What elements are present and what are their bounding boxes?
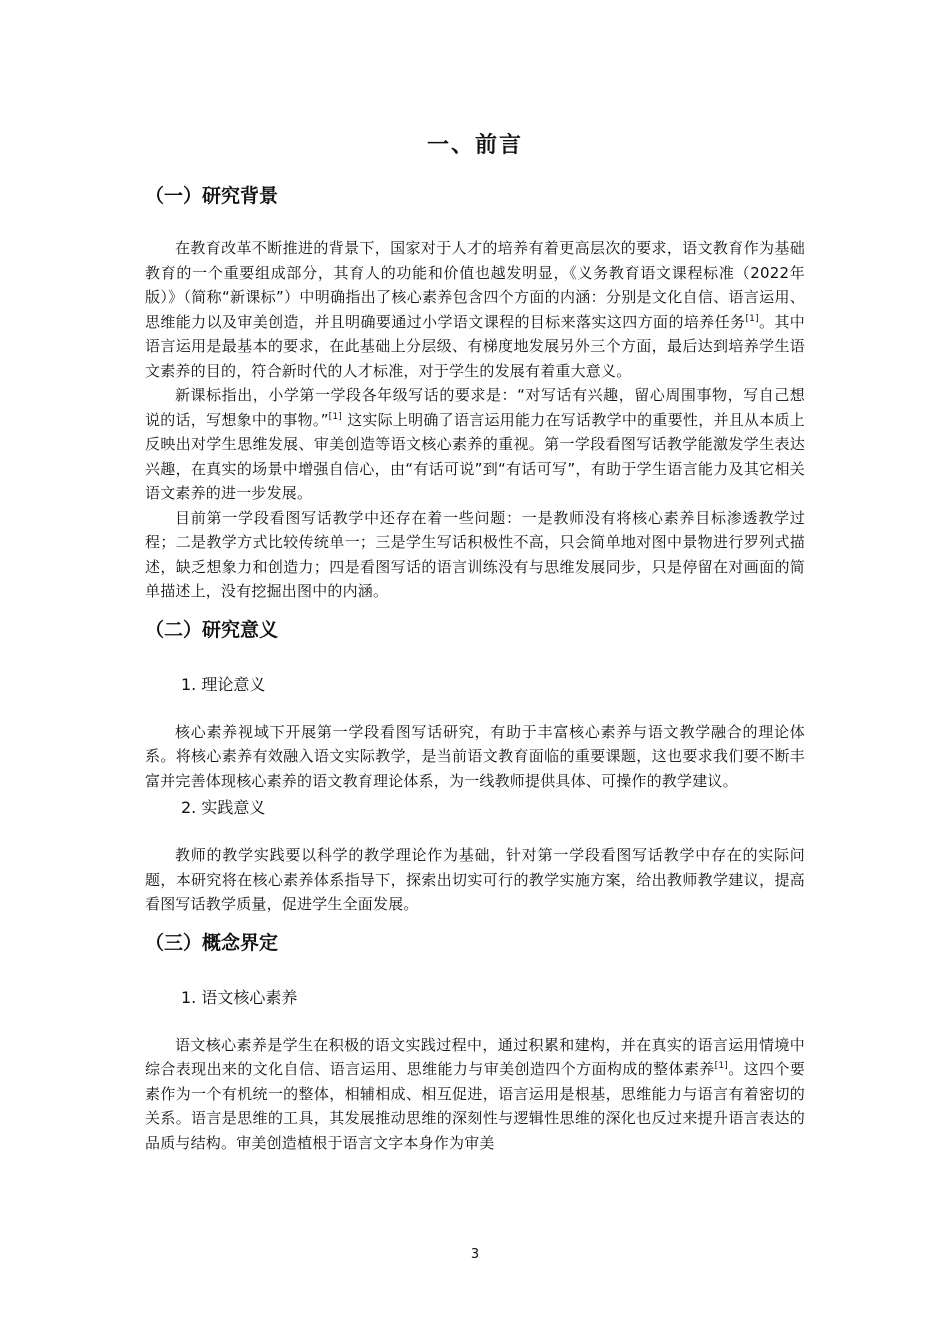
paragraph-background-1 xyxy=(145,236,805,383)
paragraph-text: 在教育改革不断推进的背景下，国家对于人才的培养有着更高层次的要求，语文教育作为基础教育的一个重要组成部分，其育人的功能和价值也越发明显，《义务教育语文课程标准（2022年版）》（简称“新课标”）中明确指出了核心素养包含四个方面的内涵：分别是文化自信、语言运用、思维能力以及审美创造，并且明确要通过小学语文课程的目标来落实这四方面的培养任务 xyxy=(145,239,805,331)
paragraph-text: 新课标指出，小学第一学段各年级写话的要求是：“对写话有兴趣，留心周围事物，写自己想说的话，写想象中的事物。” xyxy=(145,386,805,429)
paragraph-background-3: 目前第一学段看图写话教学中还存在着一些问题：一是教师没有将核心素养目标渗透教学过程；二是教学方式比较传统单一；三是学生写话积极性不高，只会简单地对图中景物进行罗列式描述，缺乏想象力和创造力；四是看图写话的语言训练没有与思维发展同步，只是停留在对画面的简单描述上，没有挖掘出图中的内涵。 xyxy=(145,508,805,600)
paragraph-text: 这实际上明确了语言运用能力在写话教学中的重要性，并且从本质上反映出对学生思维发展、审美创造等语文核心素养的重视。第一学段看图写话教学能激发学生表达兴趣，在真实的场景中增强自信心，由“有话可说”到“有话可写”，有助于学生语言能力及其它相关语文素养的进一步发展。 xyxy=(145,410,805,502)
paragraph-text: 语文核心素养是学生在积极的语文实践过程中，通过积累和建构，并在真实的语言运用情境中综合表现出来的文化自信、语言运用、思维能力与审美创造四个方面构成的整体素养 xyxy=(145,1035,805,1078)
subsection-title-practice: 2. 实践意义 xyxy=(181,798,266,817)
section-title-research-background: （一）研究背景 xyxy=(145,185,279,207)
chapter-title: 一、前言 xyxy=(426,133,523,158)
subsection-title-core-literacy: 1. 语文核心素养 xyxy=(181,987,298,1007)
subsection-title-theory: 1. 理论意义 xyxy=(181,674,266,694)
page-number: 3 xyxy=(470,1247,480,1262)
paragraph-background-2 xyxy=(145,383,805,506)
paragraph-text: 。这四个要素作为一个有机统一的整体，相辅相成、相互促进，语言运用是根基，思维能力与语言有着密切的关系。语言是思维的工具，其发展推动思维的深刻性与逻辑性思维的深化也反过来提升语言表达的品质与结构。审美创造植根于语言文字本身作为审美 xyxy=(145,1060,805,1152)
page-content xyxy=(145,120,805,1155)
paragraph-theory-significance: 核心素养视域下开展第一学段看图写话研究，有助于丰富核心素养与语文教学融合的理论体系。将核心素养有效融入语文实际教学，是当前语文教育面临的重要课题，这也要求我们要不断丰富并完善体现核心素养的语文教育理论体系，为一线教师提供具体、可操作的教学建议。 xyxy=(145,722,805,790)
paragraph-text: 。其中语言运用是最基本的要求，在此基础上分层级、有梯度地发展另外三个方面，最后达到培养学生语文素养的目的，符合新时代的人才标准，对于学生的发展有着重大意义。 xyxy=(145,312,805,380)
section-title-research-significance: （二）研究意义 xyxy=(145,618,279,641)
paragraph-practice-significance: 教师的教学实践要以科学的教学理论作为基础，针对第一学段看图写话教学中存在的实际问题，本研究将在核心素养体系指导下，探索出切实可行的教学实施方案，给出教师教学建议，提高看图写话教学质量，促进学生全面发展。 xyxy=(145,846,805,913)
citation-ref: [1] xyxy=(328,411,343,422)
citation-ref: [1] xyxy=(745,313,759,324)
section-title-concept-definition: （三）概念界定 xyxy=(145,931,279,954)
paragraph-core-literacy xyxy=(145,1033,805,1156)
citation-ref: [1] xyxy=(714,1061,729,1071)
